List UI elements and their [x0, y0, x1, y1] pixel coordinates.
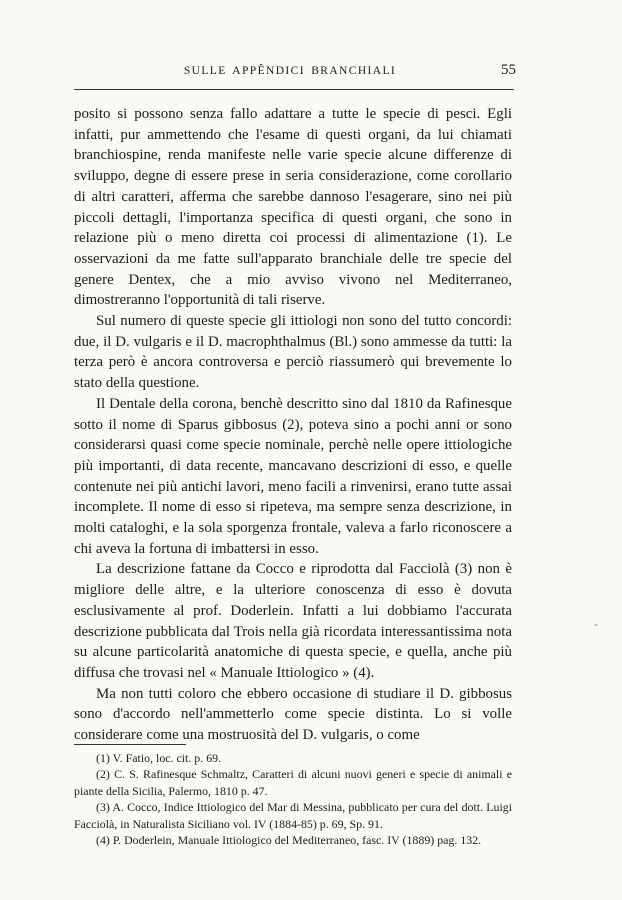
page-header	[74, 62, 516, 86]
footnote-2: (2) C. S. Rafinesque Schmaltz, Caratteri di alcuni nuovi generi e specie di animali e piante della Sicilia, Palermo, 1810 p. 47.	[74, 767, 512, 798]
page-number: 55	[501, 62, 516, 78]
running-title: SULLE APPÊNDICI BRANCHIALI	[183, 65, 397, 77]
paragraph-2: Sul numero di queste specie gli ittiologi non sono del tutto concordi: due, il D. vulgaris e il D. macrophthalmus (Bl.) sono ammesse da tutti: la terza però è ancora controversa e perciò riassumerò qui brevemente lo stato della questione.	[74, 313, 512, 392]
footnote-3: (3) A. Cocco, Indice Ittiologico del Mar di Messina, pubblicato per cura del dott. Luigi Facciolà, in Naturalista Siciliano vol. IV (1884-85) p. 69, Sp. 91.	[74, 800, 512, 831]
page	[74, 62, 516, 848]
footnote-rule	[74, 744, 186, 745]
footnote-4: (4) P. Doderlein, Manuale Ittiologico del Mediterraneo, fasc. IV (1889) pag. 132.	[96, 833, 482, 848]
footnotes	[74, 750, 512, 848]
paragraph-5: Ma non tutti coloro che ebbero occasione di studiare il D. gibbosus sono d'accordo nell'ammetterlo come specie distinta. Lo si volle considerare come una mostruosità del D. vulgaris, o come	[74, 685, 512, 744]
body-text	[74, 104, 512, 746]
footnote-1: (1) V. Fatio, loc. cit. p. 69.	[96, 751, 222, 765]
paragraph-4: La descrizione fattane da Cocco e riprodotta dal Facciolà (3) non è migliore delle altre, e la ulteriore conoscenza di esso è dovuta esclusivamente al prof. Doderlein. Infatti a lui dobbiamo l'accurata descrizione pubblicata dal Trois nella già ricordata interessantissima nota su alcune particolarità anatomiche di questa specie, e quella, anche più diffusa che trovasi nel « Manuale Ittiologico » (4).	[74, 561, 512, 681]
paragraph-3: Il Dentale della corona, benchè descritto sino dal 1810 da Rafinesque sotto il nome di Sparus gibbosus (2), poteva sino a pochi anni or sono considerarsi quasi come specie nominale, perchè nelle opere ittiologiche più importanti, di data recente, mancavano descrizioni di esso, e quelle contenute nei più antichi lavori, meno facili a rinvenirsi, erano tutte assai incomplete. Il nome di esso si ripeteva, ma sempre senza descrizione, in molti cataloghi, e la sola sporgenza frontale, valeva a farlo riconoscere a chi aveva la fortuna di imbattersi in esso.	[74, 395, 512, 557]
header-rule	[74, 89, 514, 90]
paragraph-1: posito si possono senza fallo adattare a tutte le specie di pesci. Egli infatti, pur ammettendo che l'esame di questi organi, da lui chiamati branchiospine, renda manifeste nelle varie specie alcune differenze di sviluppo, degne di essere prese in seria considerazione, come corollario di altri caratteri, afferma che sarebbe dannoso l'esagerare, sino nei più piccoli dettagli, l'importanza specifica di questi organi, che sono in relazione più o meno diretta coi processi di alimentazione (1). Le osservazioni da me fatte sull'apparato branchiale delle tre specie del genere Dentex, che a mio avviso vivono nel Mediterraneo, dimostreranno l'opportunità di tali riserve.	[74, 106, 512, 309]
margin-mark: -	[594, 617, 598, 631]
